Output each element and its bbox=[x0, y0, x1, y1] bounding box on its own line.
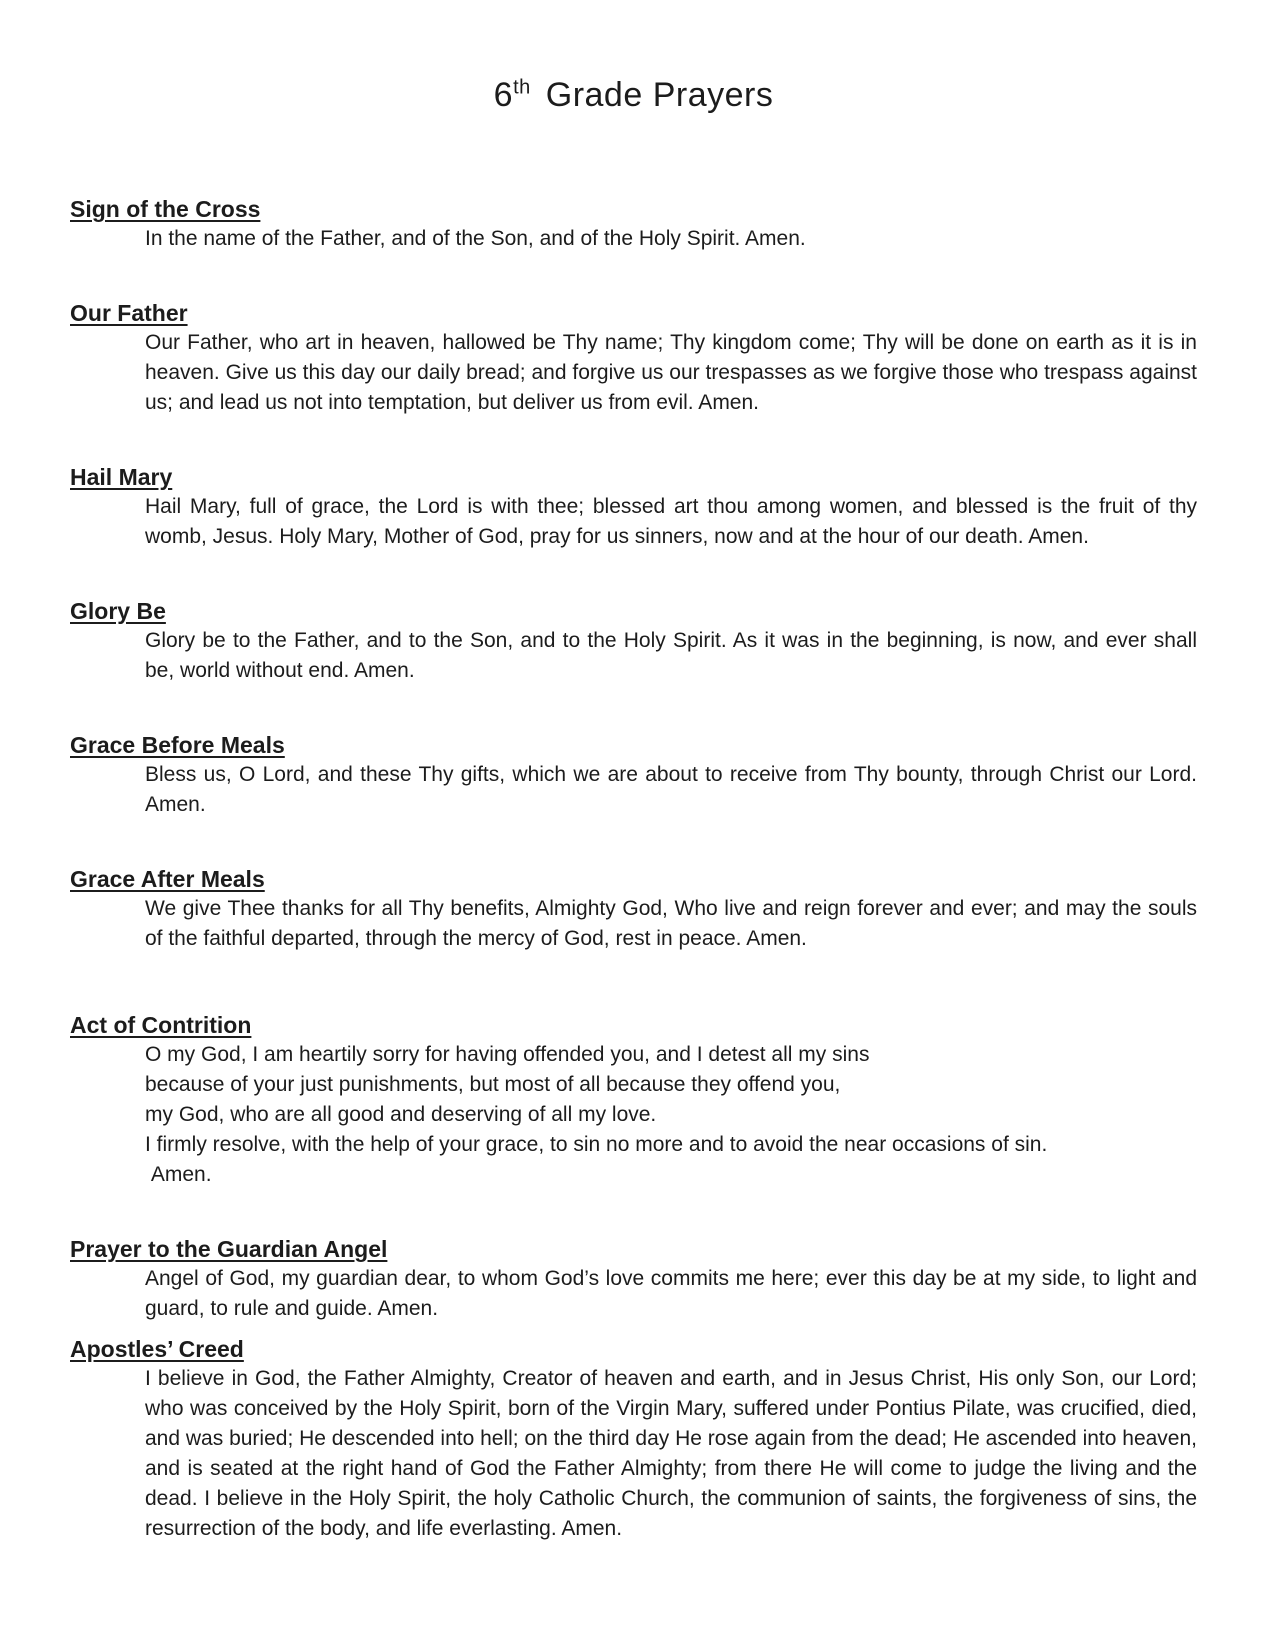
prayer-line: because of your just punishments, but most of all because they offend you, bbox=[145, 1073, 841, 1096]
section-hail-mary bbox=[70, 462, 1197, 552]
prayer-text: Hail Mary, full of grace, the Lord is with thee; blessed art thou among women, and blessed is the fruit of thy womb, Jesus. Holy Mary, Mother of God, pray for us sinners, now and at the hour of our death. Amen. bbox=[145, 495, 1197, 548]
section-our-father bbox=[70, 298, 1197, 418]
section-grace-before-meals bbox=[70, 730, 1197, 820]
prayer-text: Bless us, O Lord, and these Thy gifts, which we are about to receive from Thy bounty, through Christ our Lord. Amen. bbox=[145, 763, 1197, 816]
prayer-text bbox=[145, 1040, 1197, 1190]
section-sign-of-the-cross bbox=[70, 194, 1197, 254]
prayer-sections bbox=[70, 194, 1197, 1544]
prayer-heading: Grace Before Meals bbox=[70, 732, 285, 758]
prayer-line: O my God, I am heartily sorry for having offended you, and I detest all my sins bbox=[145, 1043, 870, 1066]
title-text: Grade Prayers bbox=[545, 76, 774, 114]
prayer-text: We give Thee thanks for all Thy benefits, Almighty God, Who live and reign forever and ever; and may the souls of the faithful departed, through the mercy of God, rest in peace. Amen. bbox=[145, 897, 1197, 950]
section-prayer-to-the-guardian-angel bbox=[70, 1234, 1197, 1324]
prayer-heading: Apostles’ Creed bbox=[70, 1336, 244, 1362]
prayer-heading: Grace After Meals bbox=[70, 866, 265, 892]
prayer-line: Amen. bbox=[145, 1163, 212, 1186]
section-grace-after-meals bbox=[70, 864, 1197, 954]
section-act-of-contrition bbox=[70, 1010, 1197, 1190]
prayer-text: Glory be to the Father, and to the Son, and to the Holy Spirit. As it was in the beginning, is now, and ever shall be, world without end. Amen. bbox=[145, 629, 1197, 682]
prayer-heading: Hail Mary bbox=[70, 464, 173, 490]
prayer-line: I firmly resolve, with the help of your grace, to sin no more and to avoid the near occasions of sin. bbox=[145, 1133, 1048, 1156]
title-number: 6 bbox=[493, 76, 514, 114]
prayer-text: Angel of God, my guardian dear, to whom God’s love commits me here; ever this day be at my side, to light and guard, to rule and guide. Amen. bbox=[145, 1267, 1197, 1320]
prayer-heading: Sign of the Cross bbox=[70, 196, 261, 222]
document-title bbox=[70, 72, 1197, 118]
prayer-line: my God, who are all good and deserving of all my love. bbox=[145, 1103, 657, 1126]
prayer-heading: Act of Contrition bbox=[70, 1012, 252, 1038]
prayer-text: In the name of the Father, and of the Son, and of the Holy Spirit. Amen. bbox=[145, 227, 806, 250]
prayer-text: I believe in God, the Father Almighty, Creator of heaven and earth, and in Jesus Christ, His only Son, our Lord; who was conceived by the Holy Spirit, born of the Virgin Mary, suffered under Pontius Pilate, was crucified, died, and was buried; He descended into hell; on the third day He rose again from the dead; He ascended into heaven, and is seated at the right hand of God the Father Almighty; from there He will come to judge the living and the dead. I believe in the Holy Spirit, the holy Catholic Church, the communion of saints, the forgiveness of sins, the resurrection of the body, and life everlasting. Amen. bbox=[145, 1367, 1197, 1540]
prayer-heading: Prayer to the Guardian Angel bbox=[70, 1236, 388, 1262]
prayer-text: Our Father, who art in heaven, hallowed be Thy name; Thy kingdom come; Thy will be done on earth as it is in heaven. Give us this day our daily bread; and forgive us our trespasses as we forgive those who trespass against us; and lead us not into temptation, but deliver us from evil. Amen. bbox=[145, 331, 1197, 414]
title-superscript: th bbox=[513, 76, 531, 99]
section-apostles-creed bbox=[70, 1334, 1197, 1544]
prayer-heading: Our Father bbox=[70, 300, 188, 326]
prayer-heading: Glory Be bbox=[70, 598, 166, 624]
section-glory-be bbox=[70, 596, 1197, 686]
